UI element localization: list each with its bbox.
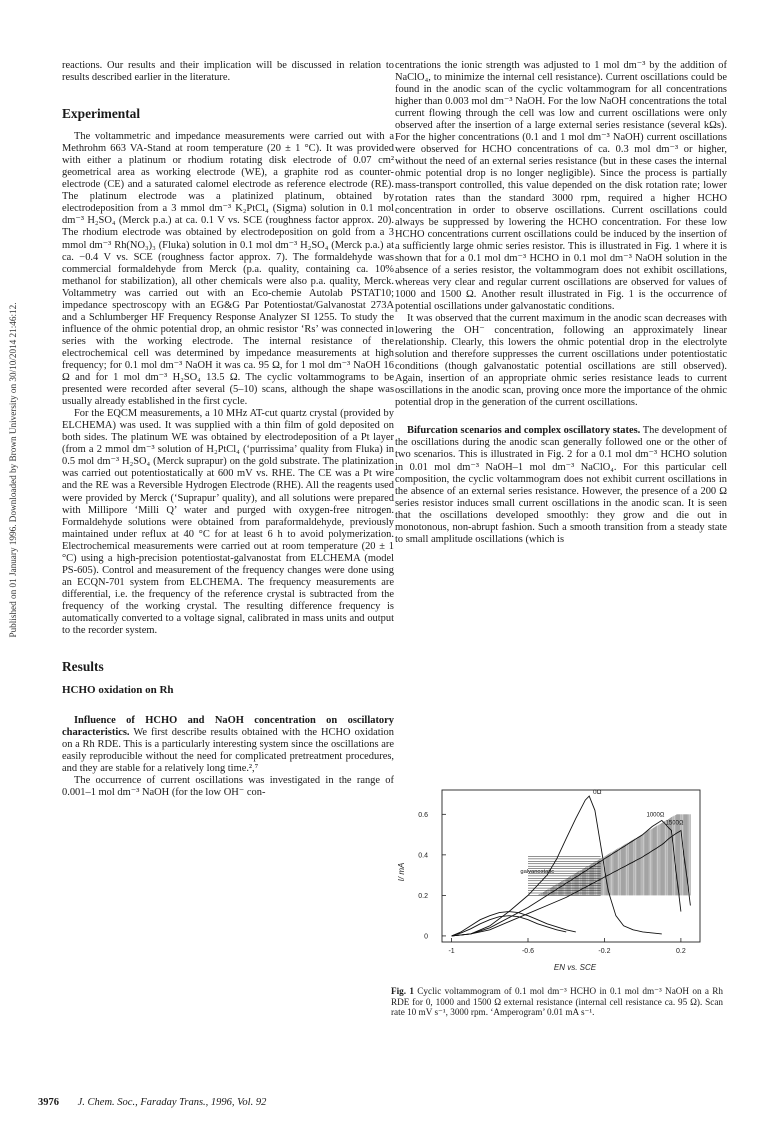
annotation-2: 1500Ω [665,820,684,827]
right-paragraph-3 [395,425,727,545]
page-number: 3976 [38,1097,59,1108]
x-tick-label: 0.2 [676,948,686,955]
right-column [395,60,727,546]
figure-1-caption [391,986,723,1018]
download-watermark [6,120,20,820]
x-axis-label: EN vs. SCE [553,963,597,972]
annotation-3: galvanostatic [520,869,555,876]
results-paragraph-2: The occurrence of current oscillations was investigated in the range of 0.001–1 mol dm⁻³ NaOH (for the low OH⁻ con- [62,775,394,799]
y-tick-label: 0 [424,933,428,941]
page-footer [38,1097,266,1108]
results-paragraph-1-text: We first describe results obtained with the HCHO oxidation on a Rh RDE. This is a particularly interesting system since the oscillations are easily reproducible without the need for complicated pretreatment procedures, and they are stable for a relatively long time.²,⁷ [62,727,394,775]
watermark-text: Published on 01 January 1996. Downloaded by Brown University on 30/10/2014 21:46:12. [8,302,18,638]
annotation-0: 0Ω [592,789,602,797]
x-tick-label: -1 [448,948,455,955]
intro-paragraph: reactions. Our results and their implication will be discussed in relation to results described earlier in the literature. [62,60,394,84]
y-tick-label: 0.4 [418,852,428,860]
right-paragraph-2: It was observed that the current maximum in the anodic scan decreases with lowering the OH⁻ concentration, following an approximately linear relationship. Clearly, this lowers the ohmic potential drop in the electrolyte solution and therefore suppresses the current oscillations under potentiostatic conditions (though galvanostatic potential oscillations are still observed). Again, insertion of an appropriate ohmic series resistance leads to current oscillations in the anodic scan, proving once more the importance of the ohmic potential drop in the generation of the current oscillations. [395,312,727,409]
x-tick-label: -0.6 [521,948,535,955]
figure-1-chart [380,782,720,982]
heading-results: Results [62,659,104,675]
y-axis-label: I/ mA [397,862,406,882]
galvanostatic-region [528,857,601,896]
y-tick-label: 0.6 [418,811,428,819]
subheading-hcho-rh: HCHO oxidation on Rh [62,684,174,697]
x-tick-label: -0.2 [598,948,611,955]
results-paragraph-1 [62,715,394,775]
right-paragraph-3-text: The development of the oscillations during the anodic scan generally followed one or the other of two scenarios. This is illustrated in Fig. 2 for a 0.1 mol dm⁻³ HCHO solution in 0.01 mol dm⁻³ NaOH–1 mol dm⁻³ NaClO₄. For this particular cell composition, the cyclic voltammogram does not exhibit current oscillations in the absence of an external series resistance. However, the presence of a 200 Ω series resistor induces small current oscillations in the anodic scan. It is seen that the oscillations developed smoothly: they grow and die out in monotonous, non-abrupt fashion. Such a smooth transition from a steady state to small amplitude oscillations (which is [395,425,727,545]
curve-4 [452,916,567,936]
runin-heading-bifurcation: Bifurcation scenarios and complex oscillatory states. [407,425,641,437]
experimental-paragraph-2: For the EQCM measurements, a 10 MHz AT-cut quartz crystal (provided by ELCHEMA) was used. It was supplied with a thin film of gold deposited on both sides. The platinum WE was obtained by electrodeposition of a Pt layer (from a 2 mmol dm⁻³ solution of H₂PtCl₄ (‘purrissima’ quality from Fluka) in 0.5 mol dm⁻³ H₂SO₄ (Merck suprapur) on the gold substrate. The platinization was carried out potentiostatically at 600 mV vs. RHE. The CE was a Pt wire and the RE was a Reversible Hydrogen Electrode (RHE). All the reagents used were provided by Merck (‘Suprapur’ quality), and all solutions were prepared with Millipore ‘Milli Q’ water and purged with oxygen-free nitrogen. Formaldehyde solutions were obtained from paraformaldehyde, previously maintained under reflux at 40 °C for at least 6 h to avoid polymerization. Electrochemical measurements were carried out at room temperature (20 ± 1 °C) using a high-precision potentiostat-galvanostat from ELCHEMA (model PS-605). Control and measurement of the frequency changes were done using an ECQN-701 system from ELCHEMA. The frequency measurements are differential, i.e. the frequency of the reference crystal is subtracted from the frequency of the working crystal. The resulting difference frequency is automatically converted to a voltage signal, calibrated in mass units and output to the recorder system. [62,408,394,637]
runin-heading-influence: Influence of HCHO and NaOH concentration on oscillatory characteristics. [62,715,394,739]
caption-text: Cyclic voltammogram of 0.1 mol dm⁻³ HCHO in 0.1 mol dm⁻³ NaOH on a Rh RDE for 0, 1000 and 1500 Ω external resistance (internal cell resistance ca. 95 Ω). Scan rate 10 mV s⁻¹, 3000 rpm. ‘Amperogram’ 0.01 mA s⁻¹. [391,986,723,1018]
right-paragraph-1: centrations the ionic strength was adjusted to 1 mol dm⁻³ by the addition of NaClO₄, to minimize the internal cell resistance). Current oscillations could be found in the anodic scan of the cyclic voltammogram for all concentrations higher than 0.003 mol dm⁻³ NaOH. For the low NaOH concentrations the total current flowing through the cell was low and current oscillations were only observed after the insertion of a large external series resistance (several kΩs). For the higher concentrations (0.1 and 1 mol dm⁻³ NaOH) current oscillations were observed for HCHO concentrations of ca. 0.3 mol dm⁻³ or higher, without the need of an external series resistance (but in these cases the internal ohmic potential drop is no longer negligible). Since the process is partially mass-transport controlled, this value depended on the disk rotation rate; lower rotation rates than the standard 3000 rpm, required a higher HCHO concentration in order to observe oscillations. Current oscillations could always be suppressed by lowering the HCHO concentration. For these low HCHO concentrations current oscillations could be induced by the insertion of a sufficiently large ohmic series resistor. This is illustrated in Fig. 1 where it is shown that for a 0.1 mol dm⁻³ HCHO in 0.1 mol dm⁻³ NaOH solution in the absence of a series resistor, the voltammogram does not exhibit oscillations, whereas very clear and regular current oscillations are observed for values of 1000 and 1500 Ω. Another result illustrated in Fig. 1 is the occurrence of potential oscillations under galvanostatic conditions. [395,60,727,312]
heading-experimental: Experimental [62,106,141,122]
y-tick-label: 0.2 [418,892,428,900]
chart-svg [380,782,720,982]
left-column [62,60,394,799]
experimental-paragraph-1: The voltammetric and impedance measurements were carried out with a Methrohm 663 VA-Stand at room temperature (20 ± 1 °C). It was provided with either a platinum or rhodium rotating disk electrode of 0.07 cm² geometrical area as working electrode (WE), a graphite rod as counter-electrode (CE) and a saturated calomel electrode as reference electrode (RE). The platinum electrode was a platinized platinum, obtained by electrodeposition from a 3 mmol dm⁻³ K₂PtCl₄ (Sigma) solution in 0.1 mol dm⁻³ H₂SO₄ (Merck p.a.) at ca. 0.1 V vs. SCE (roughness factor approx. 20). The rhodium electrode was obtained by electrodeposition on gold from a 3 mmol dm⁻³ Rh(NO₃)₃ (Fluka) solution in 0.1 mol dm⁻³ H₂SO₄ (Merck p.a.) at ca. −0.4 V vs. SCE (roughness factor approx. 7). The formaldehyde was commercial formaldehyde from Merck (p.a. quality, containing ca. 10% methanol for stabilization), all other chemicals were also p.a. quality, Merck. Voltammetry was carried out with an Eco-chemie Autolab PSTAT10; impedance spectroscopy with an EG&G Par Potentiostat/Galvanostat 273A and a Schlumberger HF Frequency Response Analyzer SI 1255. To study the influence of the ohmic potential drop, an ohmic resistor ‘Rs’ was connected in series with the working electrode. The internal resistance of the electrochemical cell was determined by impedance measurements at high frequency; for 0.1 mol dm⁻³ NaOH it was ca. 95 Ω, for 1 mol dm⁻³ NaOH 16 Ω and for 1 mol dm⁻³ H₂SO₄ 13.5 Ω. The cyclic voltammograms to be presented were recorded after several (5–10) scans, although the shape was usually already established in the first cycle. [62,131,394,408]
annotation-1: 1000Ω [646,812,665,819]
caption-label: Fig. 1 [391,986,414,996]
journal-citation: J. Chem. Soc., Faraday Trans., 1996, Vol. 92 [77,1097,267,1108]
